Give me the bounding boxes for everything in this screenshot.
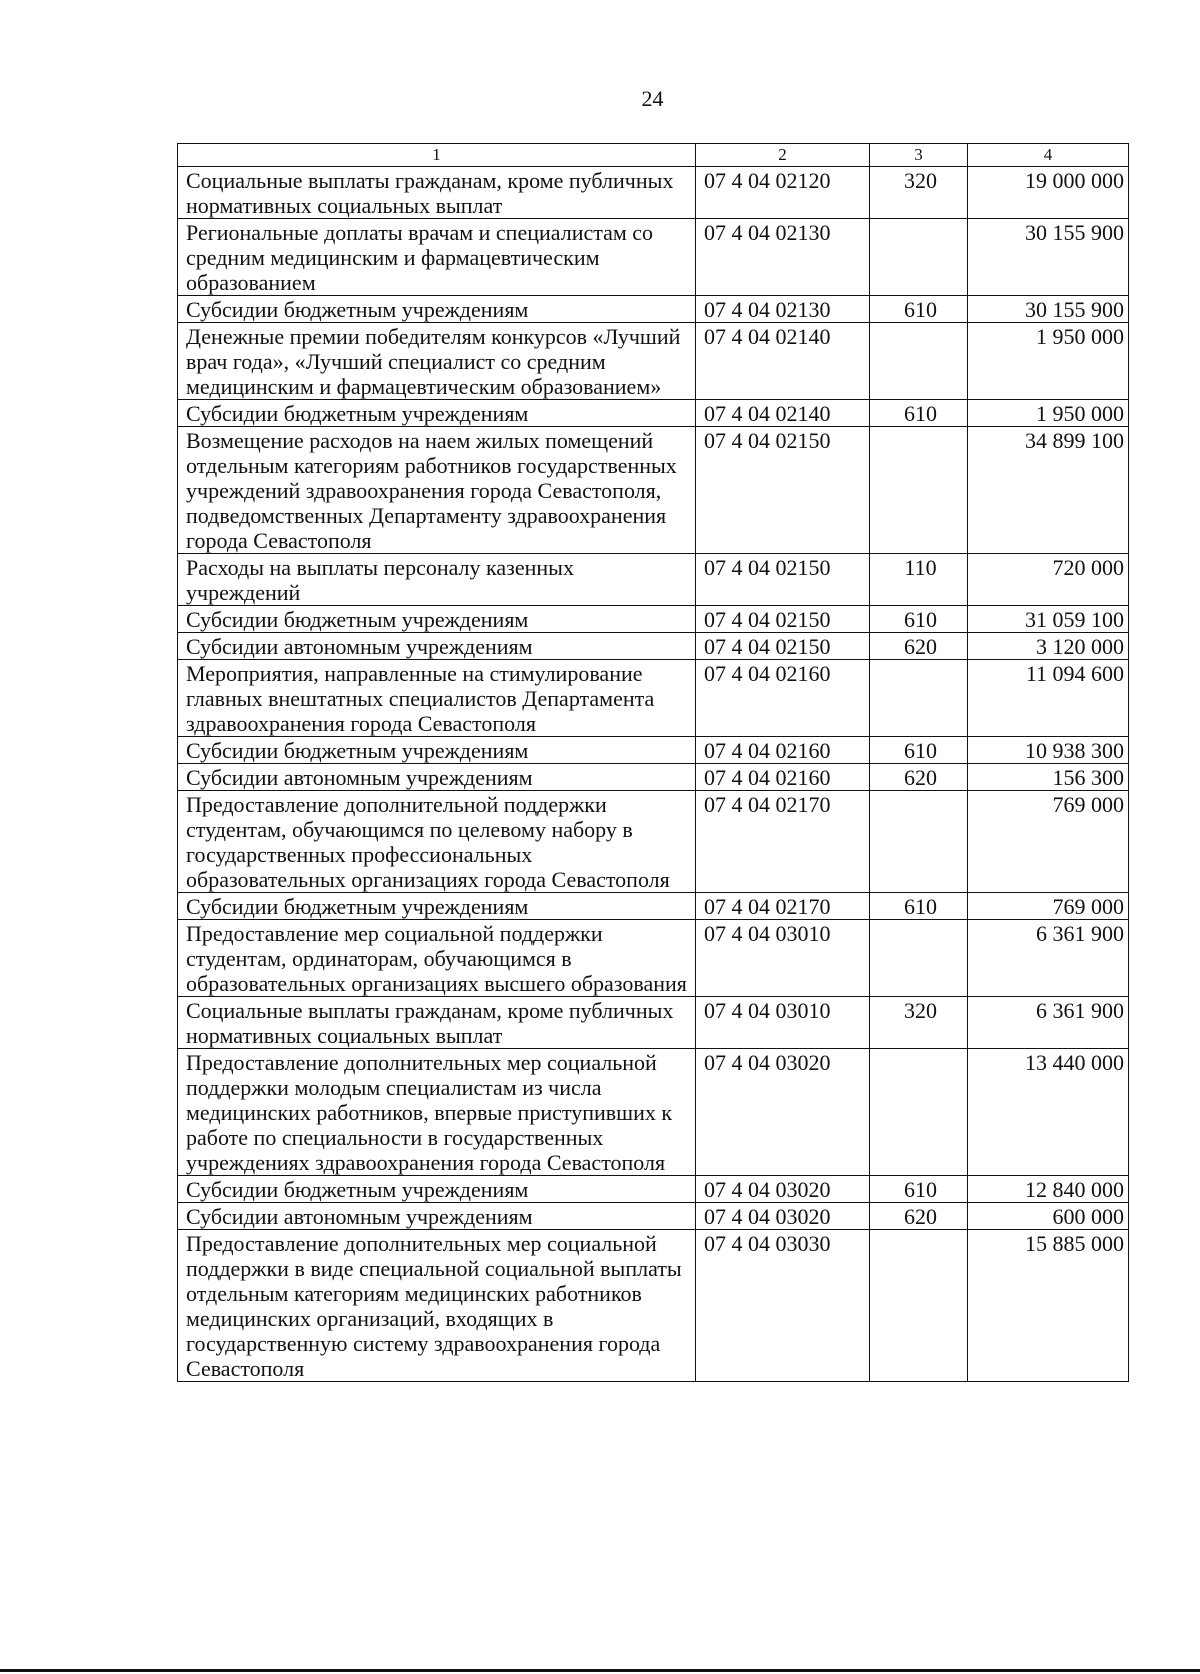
row-type: 610 <box>870 606 968 633</box>
row-amount: 11 094 600 <box>968 660 1129 737</box>
row-name: Социальные выплаты гражданам, кроме публичных нормативных социальных выплат <box>178 997 696 1049</box>
row-type: 110 <box>870 554 968 606</box>
bottom-edge-line <box>0 1669 1200 1672</box>
row-name: Субсидии бюджетным учреждениям <box>178 893 696 920</box>
table-header-row <box>178 144 1129 167</box>
table-row <box>178 606 1129 633</box>
budget-table <box>177 143 1129 1382</box>
row-code: 07 4 04 02170 <box>696 893 870 920</box>
row-code: 07 4 04 03010 <box>696 997 870 1049</box>
column-header-code: 2 <box>696 144 870 167</box>
table-row <box>178 167 1129 219</box>
row-code: 07 4 04 03020 <box>696 1176 870 1203</box>
table-row <box>178 660 1129 737</box>
row-name: Субсидии бюджетным учреждениям <box>178 606 696 633</box>
row-name: Субсидии автономным учреждениям <box>178 1203 696 1230</box>
row-name: Субсидии бюджетным учреждениям <box>178 400 696 427</box>
row-type: 320 <box>870 167 968 219</box>
row-type <box>870 660 968 737</box>
table-row <box>178 737 1129 764</box>
table-row <box>178 296 1129 323</box>
table-row <box>178 633 1129 660</box>
row-amount: 30 155 900 <box>968 296 1129 323</box>
row-type <box>870 323 968 400</box>
row-type: 620 <box>870 1203 968 1230</box>
row-type <box>870 1230 968 1382</box>
row-code: 07 4 04 02160 <box>696 764 870 791</box>
table-row <box>178 920 1129 997</box>
column-header-type: 3 <box>870 144 968 167</box>
row-code: 07 4 04 02140 <box>696 323 870 400</box>
row-amount: 19 000 000 <box>968 167 1129 219</box>
table-row <box>178 1049 1129 1176</box>
row-amount: 3 120 000 <box>968 633 1129 660</box>
row-type: 610 <box>870 1176 968 1203</box>
row-name: Денежные премии победителям конкурсов «Лучший врач года», «Лучший специалист со средним медицинским и фармацевтическим образованием» <box>178 323 696 400</box>
row-type <box>870 920 968 997</box>
row-amount: 1 950 000 <box>968 400 1129 427</box>
row-name: Региональные доплаты врачам и специалистам со средним медицинским и фармацевтическим образованием <box>178 219 696 296</box>
row-code: 07 4 04 02150 <box>696 554 870 606</box>
row-name: Субсидии автономным учреждениям <box>178 764 696 791</box>
row-type <box>870 1049 968 1176</box>
row-amount: 720 000 <box>968 554 1129 606</box>
row-type <box>870 791 968 893</box>
table-row <box>178 400 1129 427</box>
row-code: 07 4 04 02120 <box>696 167 870 219</box>
row-code: 07 4 04 02150 <box>696 606 870 633</box>
row-amount: 34 899 100 <box>968 427 1129 554</box>
row-name: Субсидии автономным учреждениям <box>178 633 696 660</box>
row-name: Возмещение расходов на наем жилых помещений отдельным категориям работников государственных учреждений здравоохранения города Севастополя, подведомственных Департаменту здравоохранения города Севастополя <box>178 427 696 554</box>
table-row <box>178 323 1129 400</box>
row-amount: 10 938 300 <box>968 737 1129 764</box>
table-row <box>178 997 1129 1049</box>
row-name: Субсидии бюджетным учреждениям <box>178 296 696 323</box>
row-amount: 31 059 100 <box>968 606 1129 633</box>
row-amount: 12 840 000 <box>968 1176 1129 1203</box>
row-code: 07 4 04 03010 <box>696 920 870 997</box>
row-code: 07 4 04 02160 <box>696 737 870 764</box>
row-name: Субсидии бюджетным учреждениям <box>178 1176 696 1203</box>
row-type: 610 <box>870 737 968 764</box>
row-name: Предоставление дополнительной поддержки студентам, обучающимся по целевому набору в государственных профессиональных образовательных организациях города Севастополя <box>178 791 696 893</box>
table-row <box>178 1203 1129 1230</box>
row-name: Субсидии бюджетным учреждениям <box>178 737 696 764</box>
row-name: Предоставление дополнительных мер социальной поддержки в виде специальной социальной выплаты отдельным категориям медицинских работников медицинских организаций, входящих в государственную систему здравоохранения города Севастополя <box>178 1230 696 1382</box>
row-name: Социальные выплаты гражданам, кроме публичных нормативных социальных выплат <box>178 167 696 219</box>
row-type: 610 <box>870 296 968 323</box>
row-code: 07 4 04 03030 <box>696 1230 870 1382</box>
row-code: 07 4 04 02130 <box>696 296 870 323</box>
row-type <box>870 427 968 554</box>
row-type: 620 <box>870 764 968 791</box>
row-name: Мероприятия, направленные на стимулирование главных внештатных специалистов Департамента здравоохранения города Севастополя <box>178 660 696 737</box>
row-type <box>870 219 968 296</box>
table-row <box>178 219 1129 296</box>
row-type: 610 <box>870 400 968 427</box>
row-code: 07 4 04 03020 <box>696 1203 870 1230</box>
row-amount: 13 440 000 <box>968 1049 1129 1176</box>
table-row <box>178 893 1129 920</box>
table-row <box>178 764 1129 791</box>
row-amount: 769 000 <box>968 893 1129 920</box>
row-type: 610 <box>870 893 968 920</box>
row-amount: 600 000 <box>968 1203 1129 1230</box>
row-name: Предоставление дополнительных мер социальной поддержки молодым специалистам из числа медицинских работников, впервые приступивших к работе по специальности в государственных учреждениях здравоохранения города Севастополя <box>178 1049 696 1176</box>
row-amount: 156 300 <box>968 764 1129 791</box>
row-code: 07 4 04 02150 <box>696 633 870 660</box>
row-code: 07 4 04 02160 <box>696 660 870 737</box>
column-header-name: 1 <box>178 144 696 167</box>
row-amount: 6 361 900 <box>968 920 1129 997</box>
table-row <box>178 427 1129 554</box>
row-code: 07 4 04 02170 <box>696 791 870 893</box>
row-amount: 6 361 900 <box>968 997 1129 1049</box>
table-row <box>178 1230 1129 1382</box>
row-code: 07 4 04 03020 <box>696 1049 870 1176</box>
row-code: 07 4 04 02130 <box>696 219 870 296</box>
row-name: Предоставление мер социальной поддержки студентам, ординаторам, обучающимся в образовательных организациях высшего образования <box>178 920 696 997</box>
table-row <box>178 791 1129 893</box>
table-row <box>178 1176 1129 1203</box>
column-header-amount: 4 <box>968 144 1129 167</box>
row-amount: 15 885 000 <box>968 1230 1129 1382</box>
row-name: Расходы на выплаты персоналу казенных учреждений <box>178 554 696 606</box>
row-type: 320 <box>870 997 968 1049</box>
row-amount: 30 155 900 <box>968 219 1129 296</box>
row-amount: 769 000 <box>968 791 1129 893</box>
row-code: 07 4 04 02140 <box>696 400 870 427</box>
row-type: 620 <box>870 633 968 660</box>
page-number: 24 <box>641 86 664 111</box>
row-amount: 1 950 000 <box>968 323 1129 400</box>
row-code: 07 4 04 02150 <box>696 427 870 554</box>
table-row <box>178 554 1129 606</box>
